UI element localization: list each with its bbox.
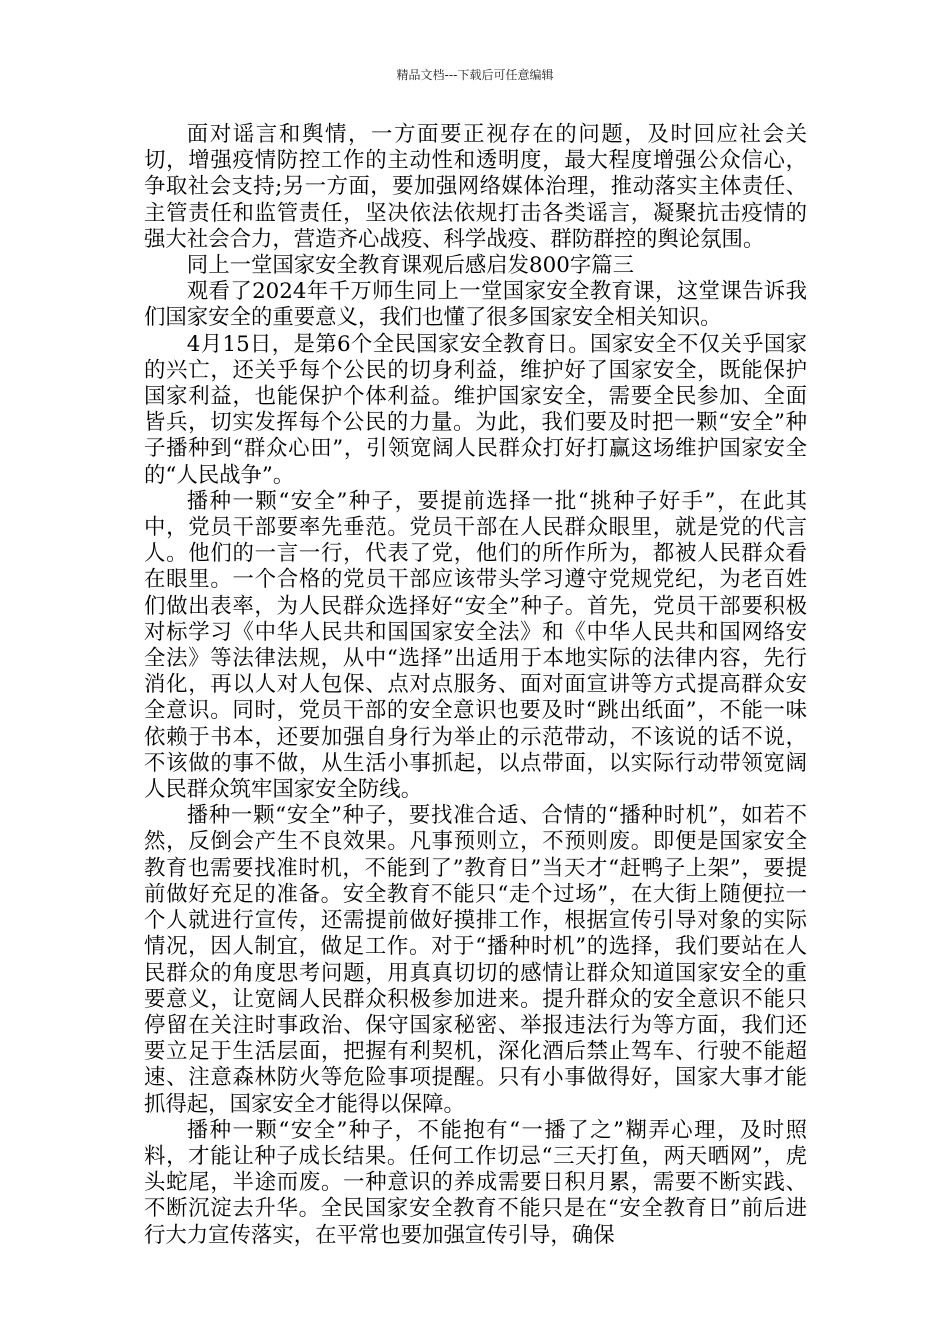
- section-heading: 同上一堂国家安全教育课观后感启发800字篇三: [186, 253, 635, 279]
- paragraph: 播种一颗“安全”种子，要找准合适、合情的“播种时机”，如若不然，反倒会产生不良效果。凡事预则立，不预则废。即便是国家安全教育也需要找准时机，不能到了”教育日”当天才“赶鸭子上架”，要提前做好充足的准备。安全教育不能只“走个过场”，在大街上随便拉一个人就进行宣传，还需提前做好摸排工作，根据宣传引导对象的实际情况，因人制宜，做足工作。对于“播种时机”的选择，我们要站在人民群众的角度思考问题，用真真切切的感情让群众知道国家安全的重要意义，让宽阔人民群众积极参加进来。提升群众的安全意识不能只停留在关注时事政治、保守国家秘密、举报违法行为等方面，我们还要立足于生活层面，把握有利契机，深化酒后禁止驾车、行驶不能超速、注意森林防火等危险事项提醒。只有小事做得好，国家大事才能抓得起，国家安全才能得以保障。: [144, 803, 807, 1117]
- paragraph: 面对谣言和舆情，一方面要正视存在的问题，及时回应社会关切，增强疫情防控工作的主动性和透明度，最大程度增强公众信心，争取社会支持;另一方面，要加强网络媒体治理，推动落实主体责任、主管责任和监管责任，坚决依法依规打击各类谣言，凝聚抗击疫情的强大社会合力，营造齐心战疫、科学战疫、群防群控的舆论氛围。: [144, 122, 807, 252]
- paragraph: 播种一颗“安全”种子，要提前选择一批“挑种子好手”，在此其中，党员干部要率先垂范。党员干部在人民群众眼里，就是党的代言人。他们的一言一行，代表了党，他们的所作所为，都被人民群众看在眼里。一个合格的党员干部应该带头学习遵守党规党纪，为老百姓们做出表率，为人民群众选择好“安全”种子。首先，党员干部要积极对标学习《中华人民共和国国家安全法》和《中华人民共和国网络安全法》等法律法规，从中“选择”出适用于本地实际的法律内容，先行消化，再以人对人包保、点对点服务、面对面宣讲等方式提高群众安全意识。同时，党员干部的安全意识也要及时“跳出纸面”，不能一味依赖于书本，还要加强自身行为举止的示范带动，不该说的话不说，不该做的事不做，从生活小事抓起，以点带面，以实际行动带领宽阔人民群众筑牢国家安全防线。: [144, 488, 807, 803]
- document-body: [144, 122, 807, 1249]
- paragraph: 播种一颗“安全”种子，不能抱有“一播了之”糊弄心理，及时照料，才能让种子成长结果。任何工作切忌“三天打鱼，两天晒网”，虎头蛇尾，半途而废。一种意识的养成需要日积月累，需要不断实践、不断沉淀去升华。全民国家安全教育不能只是在“安全教育日”前后进行大力宣传落实，在平常也要加强宣传引导，确保: [144, 1117, 807, 1248]
- page-header: 精品文档---下载后可任意编辑: [396, 68, 554, 82]
- paragraph: 4月15日，是第6个全民国家安全教育日。国家安全不仅关乎国家的兴亡，还关乎每个公民的切身利益，维护好了国家安全，既能保护国家利益，也能保护个体利益。维护国家安全，需要全民参加、全面皆兵，切实发挥每个公民的力量。为此，我们要及时把一颗“安全”种子播种到“群众心田”，引领宽阔人民群众打好打赢这场维护国家安全的“人民战争”。: [144, 331, 807, 488]
- paragraph: 观看了2024年千万师生同上一堂国家安全教育课，这堂课告诉我们国家安全的重要意义，我们也懂了很多国家安全相关知识。: [144, 279, 807, 331]
